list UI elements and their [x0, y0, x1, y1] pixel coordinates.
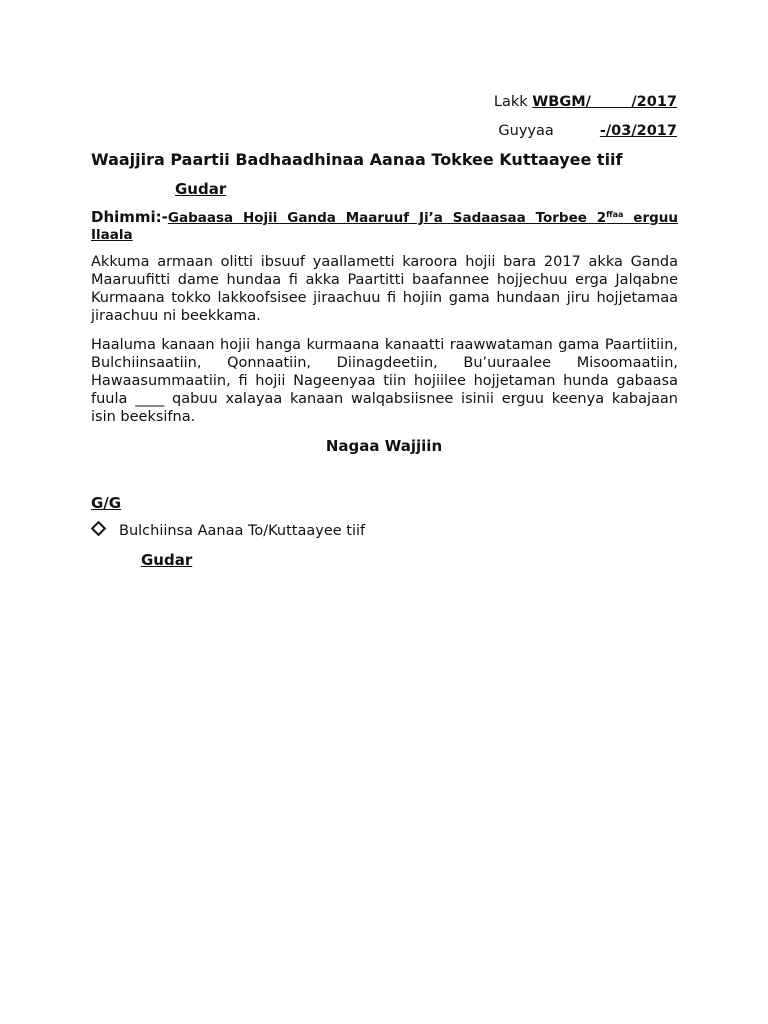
closing-greeting: Nagaa Wajjiin	[325, 437, 443, 455]
body-paragraph-2: Haaluma kanaan hojii hanga kurmaana kanaatti raawwataman gama Paartiitiin, Bulchiinsaatiin, Qonnaatiin, Diinagdeetiin, Bu’uuraalee Misoomaatiin, Hawaasummaatiin, fi hojii Nageenyaa tiin hojiilee hojjetaman hunda gabaasa fuula ____ qabuu xalayaa kanaan walqabsiisnee isinii erguu keenya kabajaan isin beeksifna.	[91, 337, 678, 425]
recipient-place: Gudar	[175, 180, 227, 198]
reference-number-line	[494, 93, 677, 111]
cc-list-item	[91, 522, 365, 540]
date-value: -/03/2017	[599, 123, 677, 139]
date-line	[498, 122, 677, 140]
reference-number: WBGM/ /2017	[532, 94, 677, 110]
date-label: Guyyaa	[498, 123, 554, 139]
subject-text-end: erguu Ilaala	[91, 210, 678, 243]
reference-label: Lakk	[493, 94, 528, 110]
cc-recipient: Bulchiinsa Aanaa To/Kuttaayee tiif	[119, 523, 366, 539]
subject-superscript: ffaa	[606, 210, 624, 219]
body-paragraph-1: Akkuma armaan olitti ibsuuf yaallametti karoora hojii bara 2017 akka Ganda Maaruufitti dame hundaa fi akka Paartitti baafannee hojjechuu erga Jalqabne Kurmaana tokko lakkoofsisee jiraachuu fi hojiin gama hundaan jiru hojjetamaa jiraachuu ni beekkama.	[91, 254, 678, 324]
cc-label: G/G	[91, 494, 122, 512]
subject-text	[91, 210, 678, 243]
subject-label: Dhimmi:-	[91, 208, 168, 226]
diamond-bullet-icon	[91, 521, 107, 537]
subject-line	[91, 209, 678, 244]
recipient-title: Waajjira Paartii Badhaadhinaa Aanaa Tokkee Kuttaayee tiif	[91, 150, 623, 169]
cc-place: Gudar	[141, 551, 193, 569]
subject-text-main: Gabaasa Hojii Ganda Maaruuf Ji’a Sadaasaa Torbee 2	[167, 210, 607, 226]
